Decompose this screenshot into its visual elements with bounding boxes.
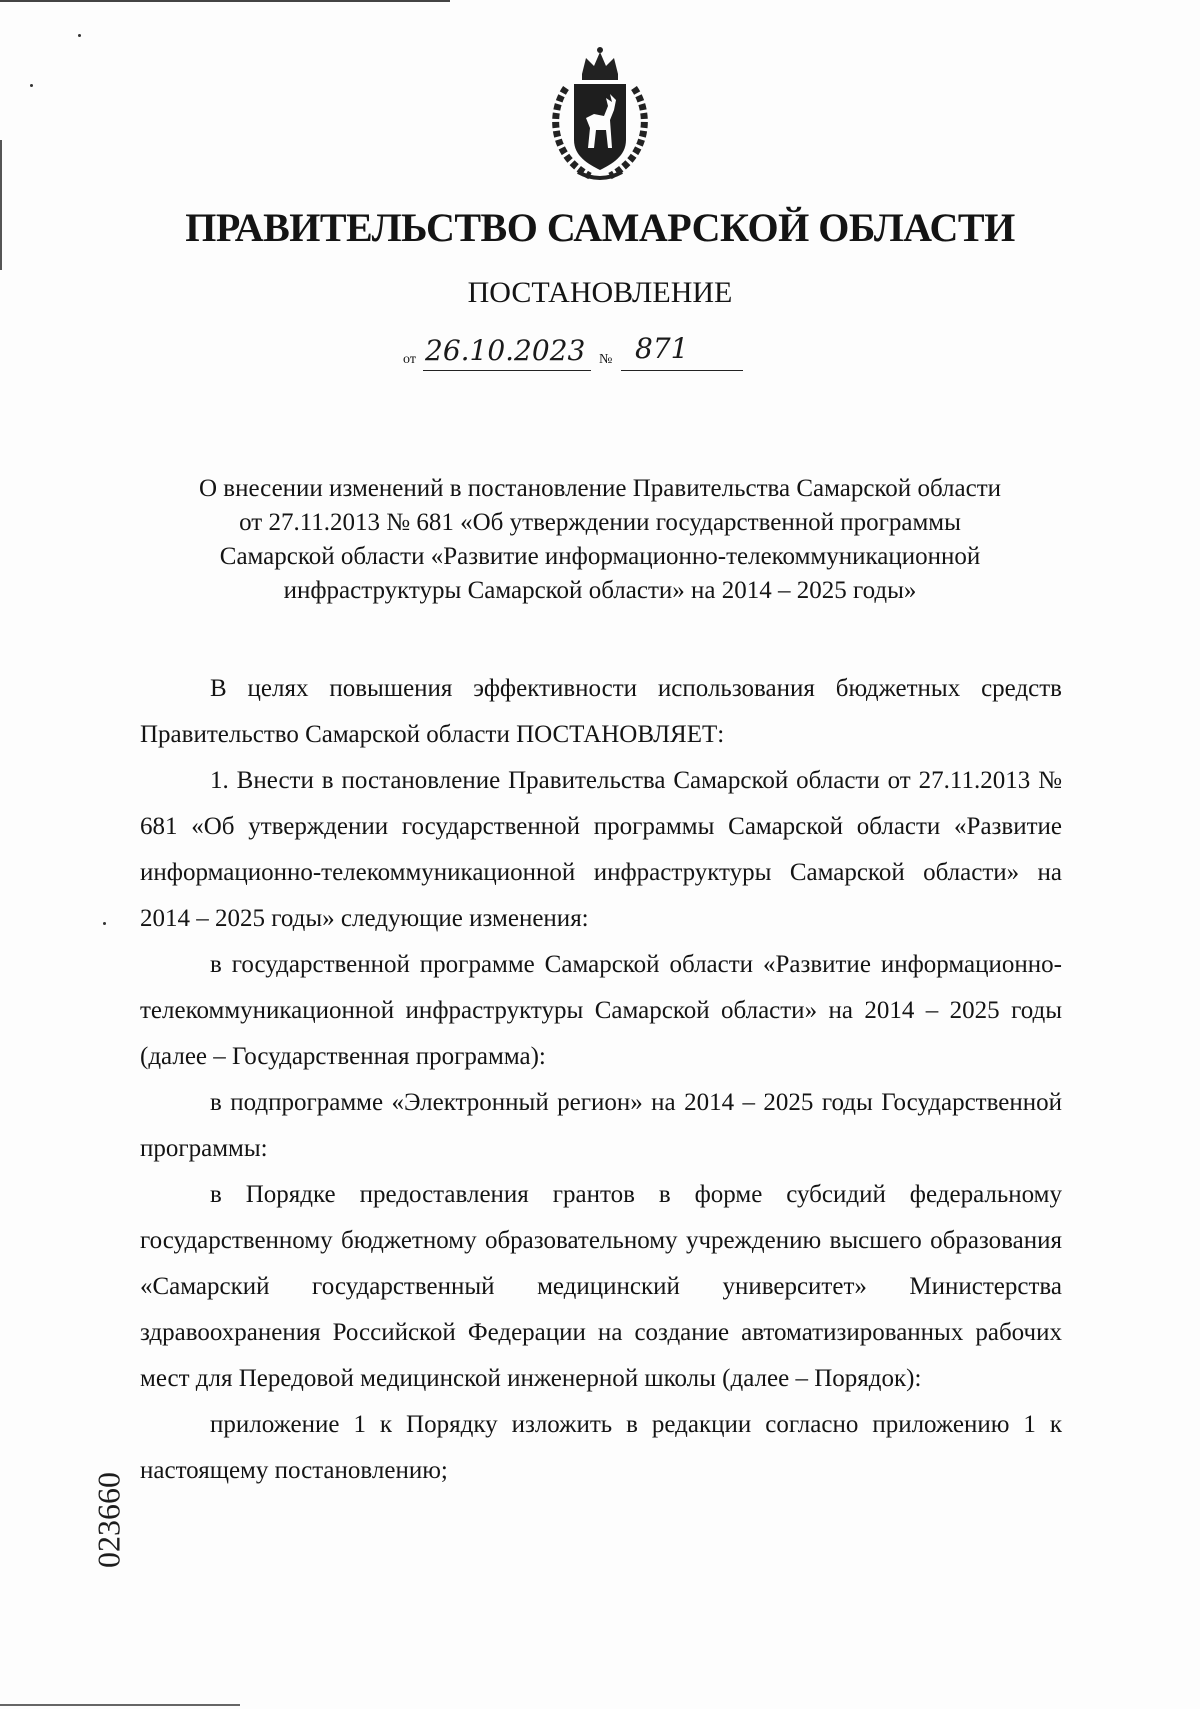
date-label: от (403, 352, 416, 367)
scan-edge-line-bottom (0, 1704, 240, 1706)
body-paragraph: в Порядке предоставления грантов в форме субсидий федеральному государственному бюджетному образовательному учреждению высшего образования «Самарский государственный медицинский университет» Министерства здравоохранения Российской Федерации на создание автоматизированных рабочих мест для Передовой медицинской инженерной школы (далее – Порядок): (140, 1181, 1062, 1392)
body-paragraph: в подпрограмме «Электронный регион» на 2014 – 2025 годы Государственной программы: (140, 1089, 1062, 1162)
date-number-line (403, 334, 803, 374)
date-value: 26.10.2023 (425, 334, 586, 367)
scan-speck (103, 922, 106, 925)
document-body (140, 666, 1062, 1494)
organization-title: ПРАВИТЕЛЬСТВО САМАРСКОЙ ОБЛАСТИ (185, 205, 1015, 250)
scan-edge-line (0, 0, 450, 2)
subject-line: от 27.11.2013 № 681 «Об утверждении государственной программы (239, 509, 961, 536)
body-paragraph: в государственной программе Самарской области «Развитие информационно-телекоммуникационной инфраструктуры Самарской области» на 2014 – 2025 годы (далее – Государственная программа): (140, 951, 1062, 1070)
subject-line: О внесении изменений в постановление Правительства Самарской области (198, 475, 1002, 502)
document-subject (140, 472, 1060, 608)
body-paragraph: 1. Внести в постановление Правительства Самарской области от 27.11.2013 № 681 «Об утверждении государственной программы Самарской области «Развитие информационно-телекоммуникационной инфраструктуры Самарской области» на 2014 – 2025 годы» следующие изменения: (140, 767, 1062, 932)
scan-speck (30, 84, 33, 87)
margin-stamp (92, 1440, 126, 1600)
subject-line: Самарской области «Развитие информационно-телекоммуникационной (219, 543, 981, 570)
scan-speck (78, 34, 81, 37)
number-value: 871 (635, 332, 689, 365)
document-type: ПОСТАНОВЛЕНИЕ (467, 276, 733, 309)
body-paragraph: приложение 1 к Порядку изложить в редакции согласно приложению 1 к настоящему постановлению; (140, 1411, 1062, 1484)
number-label: № (599, 352, 613, 367)
body-paragraph: В целях повышения эффективности использования бюджетных средств Правительство Самарской области ПОСТАНОВЛЯЕТ: (140, 675, 1062, 748)
samara-coat-of-arms-icon (538, 44, 662, 184)
subject-line: инфраструктуры Самарской области» на 2014 – 2025 годы» (283, 577, 917, 604)
margin-stamp-number: 023660 (90, 1472, 127, 1568)
